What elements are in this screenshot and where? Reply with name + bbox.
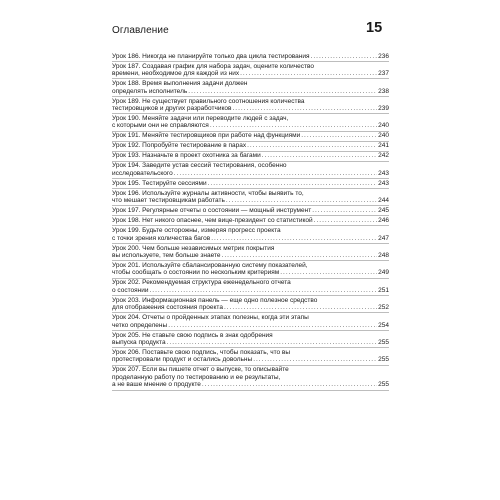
- toc-entry-page: 255: [378, 356, 389, 364]
- toc-entry-line: [112, 381, 389, 388]
- toc-entry-text: для отображения состояния проекта: [112, 304, 223, 312]
- toc-entry-line: [112, 98, 389, 105]
- toc-entry[interactable]: [112, 162, 389, 179]
- toc-entry-page: 240: [378, 122, 389, 130]
- toc-entry[interactable]: [112, 152, 389, 162]
- toc-entry-text: Урок 191. Меняйте тестировщиков при работе над функциями: [112, 132, 301, 140]
- dot-leader: [314, 217, 377, 224]
- toc-entry-line: [112, 217, 389, 224]
- dot-leader: [240, 70, 377, 77]
- dot-leader: [312, 207, 377, 214]
- toc-entry-line: [112, 80, 389, 87]
- toc-entry-line: [112, 88, 389, 95]
- toc-entry-text: протестировали продукт и остались довольны: [112, 356, 253, 364]
- toc-entry-line: [112, 207, 389, 214]
- dot-leader: [211, 235, 377, 242]
- toc-entry-page: 247: [378, 234, 389, 242]
- toc-entry-text: Урок 200. Чем больше независимых метрик покрытия: [112, 244, 275, 252]
- toc-entry-line: [112, 170, 389, 177]
- toc-entry-page: 255: [378, 381, 389, 389]
- toc-entry-text: Урок 205. Не ставьте свою подпись в знак одобрения: [112, 331, 273, 339]
- toc-entry-line: [112, 349, 389, 356]
- toc-entry-page: 243: [378, 169, 389, 177]
- dot-leader: [210, 122, 377, 129]
- toc-entry[interactable]: [112, 52, 389, 62]
- dot-leader: [168, 322, 377, 329]
- toc-entry-text: Урок 186. Никогда не планируйте только два цикла тестирования: [112, 52, 310, 60]
- toc-entry-page: 237: [378, 70, 389, 78]
- toc-entry-text: времени, необходимое для каждой из них: [112, 70, 240, 78]
- toc-entry-text: Урок 196. Используйте журналы активности, чтобы выявить то,: [112, 189, 304, 197]
- toc-entry-line: [112, 339, 389, 346]
- toc-entry-text: о состоянии: [112, 286, 149, 294]
- dot-leader: [202, 381, 377, 388]
- dot-leader: [167, 339, 377, 346]
- toc-entry-text: Урок 199. Будьте осторожны, измеряя прогресс проекта: [112, 227, 281, 235]
- toc-entry-page: 242: [378, 152, 389, 160]
- toc-entry[interactable]: [112, 79, 389, 96]
- toc-entry-text: тестировщиков и других разработчиков: [112, 105, 232, 113]
- toc-entry-text: вы используете, тем больше знаете: [112, 252, 221, 260]
- dot-leader: [224, 304, 377, 311]
- toc-entry-text: Урок 202. Рекомендуемая структура еженедельного отчета: [112, 279, 291, 287]
- dot-leader: [262, 152, 377, 159]
- dot-leader: [174, 170, 377, 177]
- toc-entry-text: Урок 189. Не существует правильного соотношения количества: [112, 97, 305, 105]
- toc-entry-page: 236: [378, 52, 389, 60]
- toc-entry-text: Урок 207. Если вы пишете отчет о выпуске, то описывайте: [112, 366, 289, 374]
- toc-entry[interactable]: [112, 331, 389, 348]
- toc-entry-text: Урок 190. Меняйте задачи или переводите людей с задач,: [112, 115, 289, 123]
- toc-entry-text: определять исполнитель: [112, 87, 188, 95]
- toc-entry-page: 240: [378, 132, 389, 140]
- section-title: Оглавление: [112, 25, 169, 36]
- toc-entry-text: Урок 204. Отчеты о пройденных этапах полезны, когда эти этапы: [112, 314, 309, 322]
- toc-entry-page: 241: [378, 142, 389, 150]
- toc-entry-line: [112, 287, 389, 294]
- toc-entry-line: [112, 122, 389, 129]
- toc-entry-line: [112, 227, 389, 234]
- toc-entry-page: 239: [378, 105, 389, 113]
- toc-entry-line: [112, 132, 389, 139]
- toc-entry-text: проделанную работу по тестированию и ее результаты,: [112, 373, 281, 381]
- toc-entry[interactable]: [112, 114, 389, 131]
- toc-entry-line: [112, 252, 389, 259]
- toc-entry-text: Урок 198. Нет никого опаснее, чем вице-президент со статистикой: [112, 217, 313, 225]
- dot-leader: [150, 287, 378, 294]
- toc-entry-line: [112, 304, 389, 311]
- toc-entry-line: [112, 374, 389, 381]
- toc-entry-text: Урок 194. Заведите устав сессий тестирования, особенно: [112, 162, 287, 170]
- toc-entry-line: [112, 70, 389, 77]
- toc-entry-page: 245: [378, 207, 389, 215]
- toc-entry-line: [112, 115, 389, 122]
- toc-entry-page: 254: [378, 321, 389, 329]
- toc-entry-text: выпуска продукта: [112, 339, 166, 347]
- page-number: 15: [366, 20, 383, 36]
- toc-entry-line: [112, 53, 389, 60]
- dot-leader: [188, 88, 377, 95]
- toc-entry[interactable]: [112, 279, 389, 296]
- toc-entry-line: [112, 366, 389, 373]
- toc-entry-line: [112, 245, 389, 252]
- toc-entry[interactable]: [112, 62, 389, 79]
- toc-entry-line: [112, 279, 389, 286]
- toc-entry-text: Урок 192. Попробуйте тестирование в парах: [112, 142, 247, 150]
- toc-entry-text: Урок 206. Поставьте свою подпись, чтобы показать, что вы: [112, 349, 291, 357]
- table-of-contents: [112, 52, 389, 391]
- toc-entry[interactable]: [112, 132, 389, 142]
- toc-entry-text: четко определены: [112, 321, 168, 329]
- toc-entry-line: [112, 235, 389, 242]
- toc-entry-page: 251: [378, 286, 389, 294]
- toc-entry[interactable]: [112, 226, 389, 243]
- toc-entry-text: Урок 195. Тестируйте сессиями: [112, 179, 207, 187]
- toc-entry-text: исследовательского: [112, 169, 173, 177]
- toc-entry-page: 252: [378, 304, 389, 312]
- toc-entry-page: 238: [378, 87, 389, 95]
- toc-entry[interactable]: [112, 189, 389, 206]
- toc-entry[interactable]: [112, 296, 389, 313]
- toc-entry-line: [112, 142, 389, 149]
- toc-entry-text: Урок 203. Информационная панель — еще одно полезное средство: [112, 296, 318, 304]
- toc-entry-line: [112, 105, 389, 112]
- toc-entry-text: с которыми они не справляются: [112, 122, 209, 130]
- dot-leader: [208, 180, 377, 187]
- toc-entry-text: чтобы сообщать о состоянии по нескольким критериям: [112, 269, 280, 277]
- toc-entry-line: [112, 162, 389, 169]
- toc-entry-page: 248: [378, 252, 389, 260]
- toc-entry[interactable]: [112, 313, 389, 330]
- toc-entry-text: Урок 193. Назначьте в проект охотника за багами: [112, 152, 261, 160]
- toc-entry-text: Урок 187. Создавая график для набора задач, оцените количество: [112, 62, 315, 70]
- toc-entry[interactable]: [112, 179, 389, 189]
- toc-entry-text: Урок 197. Регулярные отчеты о состоянии — мощный инструмент: [112, 207, 312, 215]
- dot-leader: [222, 252, 377, 259]
- toc-entry[interactable]: [112, 244, 389, 261]
- dot-leader: [226, 197, 377, 204]
- dot-leader: [301, 132, 377, 139]
- toc-entry-line: [112, 197, 389, 204]
- toc-entry-line: [112, 322, 389, 329]
- dot-leader: [232, 105, 377, 112]
- toc-entry-text: Урок 201. Используйте сбалансированную систему показателей,: [112, 262, 308, 270]
- toc-entry-text: с точки зрения количества багов: [112, 234, 211, 242]
- toc-entry-line: [112, 269, 389, 276]
- toc-entry[interactable]: [112, 348, 389, 365]
- toc-entry[interactable]: [112, 97, 389, 114]
- dot-leader: [311, 53, 377, 60]
- toc-entry-line: [112, 332, 389, 339]
- dot-leader: [280, 269, 377, 276]
- toc-entry-page: 249: [378, 269, 389, 277]
- toc-entry[interactable]: [112, 366, 389, 391]
- toc-entry-line: [112, 356, 389, 363]
- toc-entry[interactable]: [112, 261, 389, 278]
- toc-entry-text: Урок 188. Время выполнения задачи должен: [112, 80, 248, 88]
- dot-leader: [247, 142, 377, 149]
- toc-entry-page: 243: [378, 179, 389, 187]
- toc-entry[interactable]: [112, 206, 389, 216]
- toc-entry-line: [112, 152, 389, 159]
- toc-entry-page: 246: [378, 217, 389, 225]
- toc-entry[interactable]: [112, 216, 389, 226]
- toc-entry-page: 244: [378, 197, 389, 205]
- toc-entry[interactable]: [112, 142, 389, 152]
- toc-entry-text: что мешает тестировщикам работать: [112, 197, 225, 205]
- toc-entry-text: а не ваше мнение о продукте: [112, 381, 201, 389]
- toc-entry-line: [112, 314, 389, 321]
- toc-entry-line: [112, 180, 389, 187]
- toc-entry-page: 255: [378, 339, 389, 347]
- dot-leader: [253, 356, 377, 363]
